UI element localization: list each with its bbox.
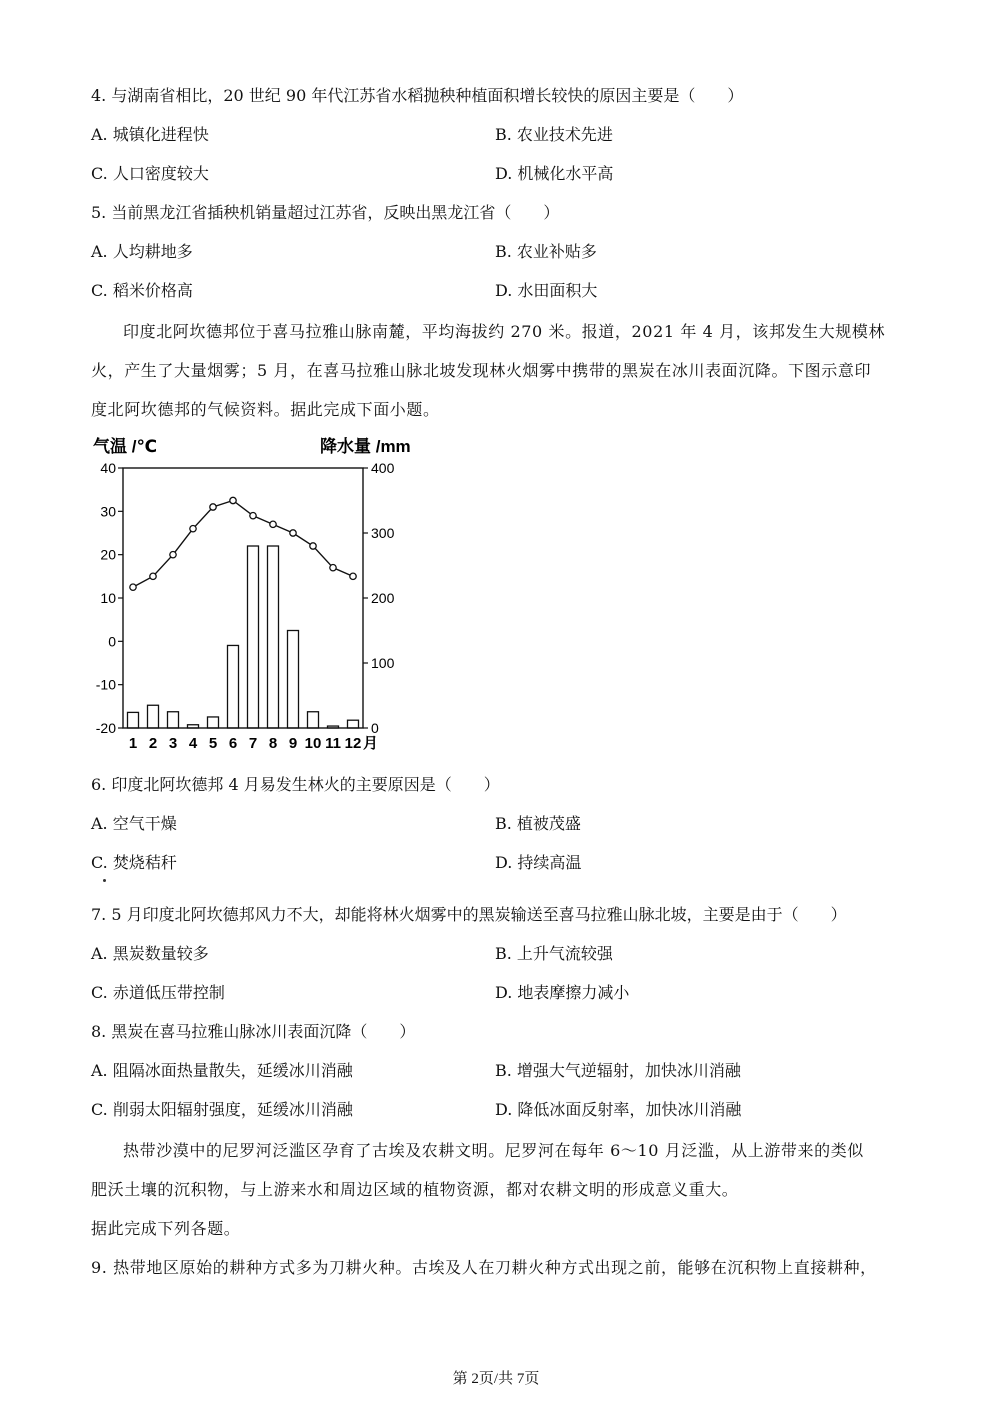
temperature-point [230,497,236,503]
q8-option-a: A. 阻隔冰面热量散失，延缓冰川消融 [91,1061,353,1080]
precip-bar [248,546,259,728]
temperature-point [350,573,356,579]
precip-bar [228,645,239,728]
temperature-point [210,504,216,510]
month-label: 10 [304,735,322,752]
q9-stem: 9. 热带地区原始的耕种方式多为刀耕火种。古埃及人在刀耕火种方式出现之前，能够在沉积物上直接耕种， [91,1258,877,1277]
q6-option-a: A. 空气干燥 [91,814,177,833]
q6-option-c: C. 焚烧秸秆 [91,853,177,872]
left-tick-label: -10 [95,676,116,693]
month-label: 11 [325,735,341,752]
right-tick-label: 100 [371,655,395,671]
climate-chart-svg [85,430,425,760]
q4-stem: 4. 与湖南省相比，20 世纪 90 年代江苏省水稻抛秧种植面积增长较快的原因主要是（ ） [91,86,744,105]
precip-bar [148,705,159,728]
month-label: 5 [208,735,218,752]
month-unit-label: 月 [363,735,379,752]
passage2-line3: 据此完成下列各题。 [91,1219,241,1238]
q7-stem: 7. 5 月印度北阿坎德邦风力不大，却能将林火烟雾中的黑炭输送至喜马拉雅山脉北坡，主要是由于（ ） [91,905,847,924]
temperature-point [130,584,136,590]
month-label: 4 [188,735,198,752]
q5-option-c: C. 稻米价格高 [91,281,193,300]
left-tick-label: -20 [95,720,116,736]
q4-option-d: D. 机械化水平高 [495,164,614,183]
precip-bar [288,631,299,729]
month-label: 9 [288,735,298,752]
temperature-point [190,525,196,531]
left-tick-label: 20 [100,546,116,563]
q7-option-d: D. 地表摩擦力减小 [495,983,630,1002]
q8-option-d: D. 降低冰面反射率，加快冰川消融 [495,1100,742,1119]
precip-bar [208,717,219,728]
precip-bar [128,712,139,728]
q8-stem: 8. 黑炭在喜马拉雅山脉冰川表面沉降（ ） [91,1022,416,1041]
precip-bar [268,546,279,728]
right-tick-label: 400 [371,460,395,476]
month-label: 1 [128,735,138,752]
month-label: 2 [148,735,158,752]
q5-option-d: D. 水田面积大 [495,281,598,300]
left-axis-label: 气温 /℃ [93,437,158,456]
q4-option-c: C. 人口密度较大 [91,164,209,183]
month-label: 6 [228,735,238,752]
left-tick-label: 40 [100,460,116,476]
page-footer: 第 2页/共 7页 [452,1371,540,1387]
right-tick-label: 0 [371,720,379,736]
month-label: 3 [168,735,178,752]
left-tick-label: 30 [100,503,116,520]
passage1-line3: 度北阿坎德邦的气候资料。据此完成下面小题。 [91,400,440,419]
q4-option-b: B. 农业技术先进 [495,125,613,144]
left-tick-label: 0 [108,633,116,650]
left-tick-label: 10 [100,590,116,606]
month-label: 12 [344,735,362,752]
q7-option-c: C. 赤道低压带控制 [91,983,225,1002]
month-label: 8 [268,735,278,752]
right-tick-label: 200 [371,590,395,606]
temperature-line [133,501,353,588]
precip-bar [348,720,359,728]
right-tick-label: 300 [371,525,395,541]
temperature-point [270,521,276,527]
q5-stem: 5. 当前黑龙江省插秧机销量超过江苏省，反映出黑龙江省（ ） [91,203,560,222]
climate-chart [85,430,425,760]
precip-bar [168,712,179,728]
plot-frame [123,468,363,728]
temperature-point [150,573,156,579]
q6-stem: 6. 印度北阿坎德邦 4 月易发生林火的主要原因是（ ） [91,775,500,794]
q6-option-b: B. 植被茂盛 [495,814,581,833]
temperature-point [250,512,256,518]
q4-option-a: A. 城镇化进程快 [91,125,209,144]
q8-option-c: C. 削弱太阳辐射强度，延缓冰川消融 [91,1100,353,1119]
right-axis-label: 降水量 /mm [320,437,411,456]
passage2-line2: 肥沃土壤的沉积物，与上游来水和周边区域的植物资源，都对农耕文明的形成意义重大。 [91,1180,739,1199]
passage1-line2: 火，产生了大量烟雾；5 月，在喜马拉雅山脉北坡发现林火烟雾中携带的黑炭在冰川表面沉降。下图示意印 [91,361,872,380]
temperature-point [170,551,176,557]
passage2-line1: 热带沙漠中的尼罗河泛滥区孕育了古埃及农耕文明。尼罗河在每年 6～10 月泛滥，从上游带来的类似 [123,1141,864,1160]
q6-option-d: D. 持续高温 [495,853,582,872]
month-label: 7 [248,735,258,752]
q7-option-b: B. 上升气流较强 [495,944,613,963]
temperature-point [310,543,316,549]
q5-option-a: A. 人均耕地多 [91,242,193,261]
passage1-line1: 印度北阿坎德邦位于喜马拉雅山脉南麓，平均海拔约 270 米。报道，2021 年 4 月，该邦发生大规模林 [123,322,886,341]
q5-option-b: B. 农业补贴多 [495,242,597,261]
q8-option-b: B. 增强大气逆辐射，加快冰川消融 [495,1061,741,1080]
q7-option-a: A. 黑炭数量较多 [91,944,209,963]
scan-speck [103,879,106,882]
precip-bar [308,712,319,728]
temperature-point [290,530,296,536]
temperature-point [330,564,336,570]
